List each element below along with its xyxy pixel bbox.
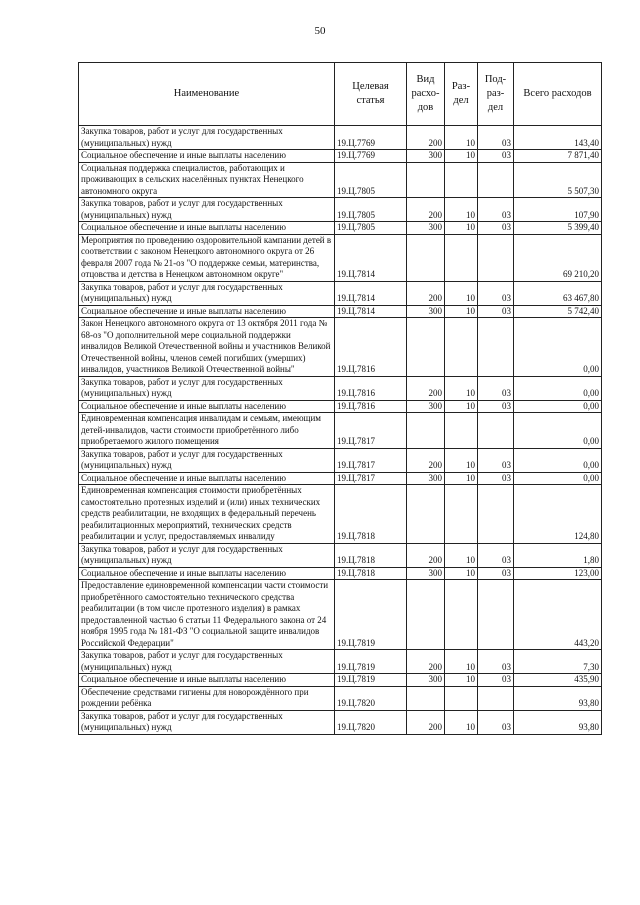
row-total: 93,80 bbox=[514, 686, 602, 710]
row-target-article: 19.Ц.7817 bbox=[335, 472, 407, 485]
row-section: 10 bbox=[445, 650, 478, 674]
table-row bbox=[79, 376, 602, 400]
row-total: 0,00 bbox=[514, 413, 602, 449]
row-target-article: 19.Ц.7817 bbox=[335, 448, 407, 472]
row-name: Предоставление единовременной компенсации части стоимости приобретённого самостоятельно технического средства реабилитации (в том числе протезного изделия) в рамках предоставленной частью 6 статьи 11 Федерального закона от 24 ноября 1995 года № 181-ФЗ "О социальной защите инвалидов Российской Федерации" bbox=[79, 580, 335, 650]
row-name: Закупка товаров, работ и услуг для государственных (муниципальных) нужд bbox=[79, 448, 335, 472]
row-total: 63 467,80 bbox=[514, 281, 602, 305]
row-name: Обеспечение средствами гигиены для новорождённого при рождении ребёнка bbox=[79, 686, 335, 710]
row-name: Закон Ненецкого автономного округа от 13 октября 2011 года № 68-оз "О дополнительной мере социальной поддержки инвалидов Великой Отечественной войны и участников Великой Отечественной войны, членов семей погибших (умерших) инвалидов, участников Великой Отечественной войны" bbox=[79, 318, 335, 377]
row-expense-type: 200 bbox=[407, 198, 445, 222]
row-target-article: 19.Ц.7814 bbox=[335, 305, 407, 318]
row-expense-type bbox=[407, 234, 445, 281]
row-target-article: 19.Ц.7818 bbox=[335, 543, 407, 567]
row-subsection: 03 bbox=[478, 543, 514, 567]
table-row bbox=[79, 222, 602, 235]
table-row bbox=[79, 710, 602, 734]
row-section: 10 bbox=[445, 674, 478, 687]
row-subsection: 03 bbox=[478, 650, 514, 674]
row-subsection: 03 bbox=[478, 567, 514, 580]
row-section bbox=[445, 162, 478, 198]
row-section: 10 bbox=[445, 567, 478, 580]
row-expense-type: 200 bbox=[407, 448, 445, 472]
table-row bbox=[79, 281, 602, 305]
row-section: 10 bbox=[445, 448, 478, 472]
row-expense-type bbox=[407, 485, 445, 544]
row-section: 10 bbox=[445, 126, 478, 150]
row-total: 0,00 bbox=[514, 376, 602, 400]
row-expense-type: 300 bbox=[407, 222, 445, 235]
row-total: 69 210,20 bbox=[514, 234, 602, 281]
table-row bbox=[79, 234, 602, 281]
row-target-article: 19.Ц.7814 bbox=[335, 281, 407, 305]
row-section: 10 bbox=[445, 400, 478, 413]
row-total: 7 871,40 bbox=[514, 150, 602, 163]
row-name: Социальное обеспечение и иные выплаты населению bbox=[79, 400, 335, 413]
budget-table bbox=[78, 62, 602, 735]
row-target-article: 19.Ц.7816 bbox=[335, 400, 407, 413]
row-name: Социальное обеспечение и иные выплаты населению bbox=[79, 472, 335, 485]
table-row bbox=[79, 580, 602, 650]
row-total: 5 742,40 bbox=[514, 305, 602, 318]
row-total: 5 399,40 bbox=[514, 222, 602, 235]
row-expense-type: 300 bbox=[407, 567, 445, 580]
row-name: Закупка товаров, работ и услуг для государственных (муниципальных) нужд bbox=[79, 376, 335, 400]
row-target-article: 19.Ц.7819 bbox=[335, 650, 407, 674]
row-total: 443,20 bbox=[514, 580, 602, 650]
row-subsection: 03 bbox=[478, 305, 514, 318]
row-name: Мероприятия по проведению оздоровительной кампании детей в соответствии с законом Ненецкого автономного округа от 26 февраля 2007 года № 21-оз "О поддержке семьи, материнства, отцовства и детства в Ненецком автономном округе" bbox=[79, 234, 335, 281]
row-section: 10 bbox=[445, 281, 478, 305]
table-row bbox=[79, 472, 602, 485]
row-total: 0,00 bbox=[514, 318, 602, 377]
header-section: Раз-дел bbox=[445, 63, 478, 126]
table-row bbox=[79, 305, 602, 318]
row-name: Закупка товаров, работ и услуг для государственных (муниципальных) нужд bbox=[79, 710, 335, 734]
row-subsection: 03 bbox=[478, 222, 514, 235]
row-total: 143,40 bbox=[514, 126, 602, 150]
row-target-article: 19.Ц.7805 bbox=[335, 198, 407, 222]
row-total: 124,80 bbox=[514, 485, 602, 544]
row-expense-type bbox=[407, 686, 445, 710]
header-name: Наименование bbox=[79, 63, 335, 126]
row-name: Социальное обеспечение и иные выплаты населению bbox=[79, 305, 335, 318]
header-expense-type: Вид расхо-дов bbox=[407, 63, 445, 126]
row-expense-type: 300 bbox=[407, 150, 445, 163]
header-target-article: Целевая статья bbox=[335, 63, 407, 126]
table-row bbox=[79, 650, 602, 674]
row-total: 5 507,30 bbox=[514, 162, 602, 198]
table-row bbox=[79, 126, 602, 150]
table-row bbox=[79, 318, 602, 377]
row-name: Закупка товаров, работ и услуг для государственных (муниципальных) нужд bbox=[79, 198, 335, 222]
row-subsection: 03 bbox=[478, 126, 514, 150]
row-subsection: 03 bbox=[478, 448, 514, 472]
row-target-article: 19.Ц.7820 bbox=[335, 686, 407, 710]
row-section: 10 bbox=[445, 376, 478, 400]
row-total: 0,00 bbox=[514, 400, 602, 413]
table-row bbox=[79, 400, 602, 413]
table-row bbox=[79, 543, 602, 567]
row-name: Единовременная компенсация инвалидам и семьям, имеющим детей-инвалидов, части стоимости приобретённого либо приобретаемого жилого помещения bbox=[79, 413, 335, 449]
row-section: 10 bbox=[445, 710, 478, 734]
table-row bbox=[79, 686, 602, 710]
row-total: 0,00 bbox=[514, 448, 602, 472]
row-subsection bbox=[478, 318, 514, 377]
row-total: 107,90 bbox=[514, 198, 602, 222]
row-expense-type bbox=[407, 162, 445, 198]
row-target-article: 19.Ц.7769 bbox=[335, 150, 407, 163]
row-expense-type bbox=[407, 580, 445, 650]
row-subsection: 03 bbox=[478, 400, 514, 413]
row-section bbox=[445, 413, 478, 449]
row-name: Закупка товаров, работ и услуг для государственных (муниципальных) нужд bbox=[79, 543, 335, 567]
row-name: Единовременная компенсация стоимости приобретённых самостоятельно протезных изделий и (или) иных технических средств реабилитации, не входящих в федеральный перечень реабилитационных мероприятий, технических средств реабилитации и услуг, предоставляемых инвалиду bbox=[79, 485, 335, 544]
row-expense-type: 200 bbox=[407, 376, 445, 400]
row-expense-type bbox=[407, 318, 445, 377]
row-expense-type bbox=[407, 413, 445, 449]
row-name: Социальное обеспечение и иные выплаты населению bbox=[79, 150, 335, 163]
row-target-article: 19.Ц.7819 bbox=[335, 580, 407, 650]
row-subsection bbox=[478, 580, 514, 650]
row-total: 123,00 bbox=[514, 567, 602, 580]
row-target-article: 19.Ц.7814 bbox=[335, 234, 407, 281]
row-expense-type: 200 bbox=[407, 126, 445, 150]
row-section bbox=[445, 686, 478, 710]
row-target-article: 19.Ц.7805 bbox=[335, 222, 407, 235]
row-subsection bbox=[478, 413, 514, 449]
header-subsection: Под-раз-дел bbox=[478, 63, 514, 126]
row-target-article: 19.Ц.7816 bbox=[335, 318, 407, 377]
row-expense-type: 200 bbox=[407, 281, 445, 305]
row-section: 10 bbox=[445, 305, 478, 318]
row-expense-type: 300 bbox=[407, 472, 445, 485]
table-row bbox=[79, 674, 602, 687]
row-subsection bbox=[478, 234, 514, 281]
table-row bbox=[79, 162, 602, 198]
row-expense-type: 200 bbox=[407, 650, 445, 674]
table-header-row bbox=[79, 63, 602, 126]
row-target-article: 19.Ц.7805 bbox=[335, 162, 407, 198]
table-row bbox=[79, 413, 602, 449]
row-subsection: 03 bbox=[478, 150, 514, 163]
row-target-article: 19.Ц.7820 bbox=[335, 710, 407, 734]
row-target-article: 19.Ц.7816 bbox=[335, 376, 407, 400]
table-row bbox=[79, 150, 602, 163]
row-section: 10 bbox=[445, 150, 478, 163]
row-expense-type: 200 bbox=[407, 543, 445, 567]
row-section: 10 bbox=[445, 198, 478, 222]
row-total: 7,30 bbox=[514, 650, 602, 674]
row-section: 10 bbox=[445, 543, 478, 567]
row-section bbox=[445, 485, 478, 544]
row-section bbox=[445, 580, 478, 650]
row-target-article: 19.Ц.7818 bbox=[335, 485, 407, 544]
row-name: Закупка товаров, работ и услуг для государственных (муниципальных) нужд bbox=[79, 650, 335, 674]
row-target-article: 19.Ц.7818 bbox=[335, 567, 407, 580]
row-name: Закупка товаров, работ и услуг для государственных (муниципальных) нужд bbox=[79, 281, 335, 305]
row-subsection: 03 bbox=[478, 710, 514, 734]
row-section: 10 bbox=[445, 222, 478, 235]
row-subsection: 03 bbox=[478, 281, 514, 305]
row-target-article: 19.Ц.7817 bbox=[335, 413, 407, 449]
row-total: 1,80 bbox=[514, 543, 602, 567]
row-subsection: 03 bbox=[478, 198, 514, 222]
row-section bbox=[445, 318, 478, 377]
row-expense-type: 300 bbox=[407, 674, 445, 687]
table-row bbox=[79, 485, 602, 544]
row-subsection bbox=[478, 162, 514, 198]
row-name: Социальное обеспечение и иные выплаты населению bbox=[79, 567, 335, 580]
table-row bbox=[79, 448, 602, 472]
row-total: 93,80 bbox=[514, 710, 602, 734]
row-total: 435,90 bbox=[514, 674, 602, 687]
row-expense-type: 300 bbox=[407, 400, 445, 413]
row-section bbox=[445, 234, 478, 281]
row-subsection: 03 bbox=[478, 472, 514, 485]
page-number: 50 bbox=[314, 25, 326, 37]
header-total: Всего расходов bbox=[514, 63, 602, 126]
row-total: 0,00 bbox=[514, 472, 602, 485]
row-target-article: 19.Ц.7769 bbox=[335, 126, 407, 150]
row-section: 10 bbox=[445, 472, 478, 485]
row-name: Закупка товаров, работ и услуг для государственных (муниципальных) нужд bbox=[79, 126, 335, 150]
row-subsection bbox=[478, 686, 514, 710]
row-subsection: 03 bbox=[478, 376, 514, 400]
row-name: Социальная поддержка специалистов, работающих и проживающих в сельских населённых пунктах Ненецкого автономного округа bbox=[79, 162, 335, 198]
row-subsection bbox=[478, 485, 514, 544]
table-row bbox=[79, 567, 602, 580]
row-target-article: 19.Ц.7819 bbox=[335, 674, 407, 687]
row-subsection: 03 bbox=[478, 674, 514, 687]
table-row bbox=[79, 198, 602, 222]
row-expense-type: 300 bbox=[407, 305, 445, 318]
row-name: Социальное обеспечение и иные выплаты населению bbox=[79, 674, 335, 687]
row-name: Социальное обеспечение и иные выплаты населению bbox=[79, 222, 335, 235]
row-expense-type: 200 bbox=[407, 710, 445, 734]
